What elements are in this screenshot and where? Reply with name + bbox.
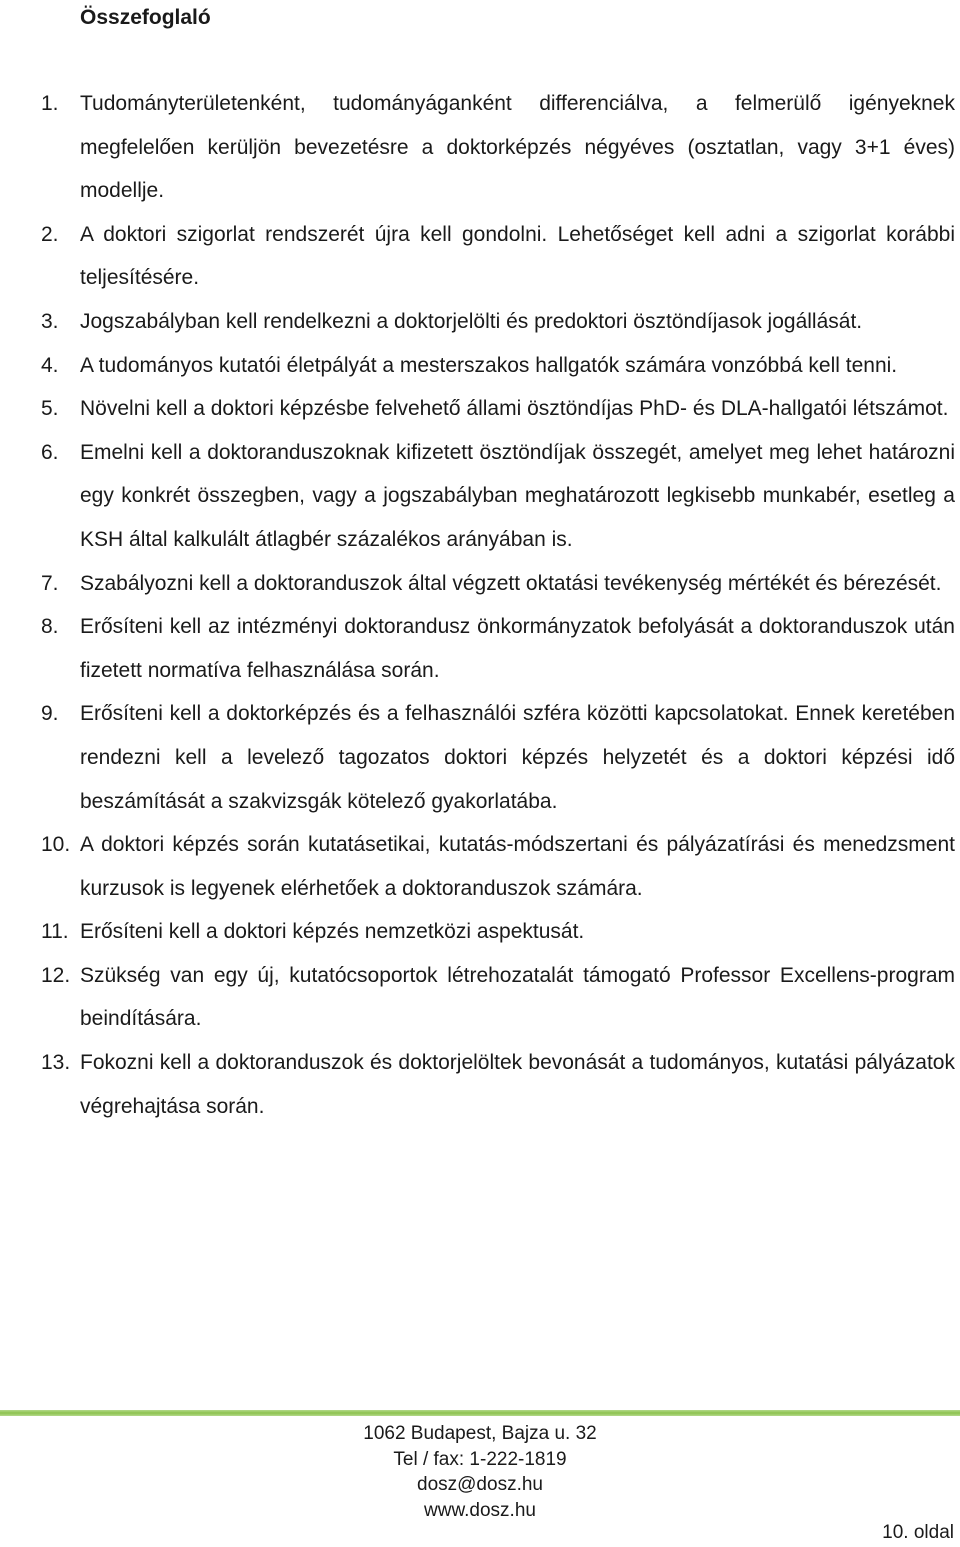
item-number: 10. [41,833,71,857]
item-text: Fokozni kell a doktoranduszok és doktorjelöltek bevonását a tudományos, kutatási pályázatok végrehajtása során. [80,1051,955,1118]
item-number: 13. [41,1051,71,1075]
page-number: 10. oldal [882,1522,954,1543]
item-text: Növelni kell a doktori képzésbe felvehető állami ösztöndíjas PhD- és DLA-hallgatói létszámot. [80,397,949,421]
item-number: 4. [41,353,59,377]
item-number: 8. [41,615,59,639]
item-text: Erősíteni kell a doktorképzés és a felhasználói szféra közötti kapcsolatokat. Ennek keretében rendezni kell a levelező tagozatos doktori képzés helyzetét és a doktori képzési idő beszámítását a szakvizsgák kötelező gyakorlatába. [80,702,955,813]
list-item-2 [0,213,955,300]
list-item-10 [0,823,955,910]
footer-phone: Tel / fax: 1-222-1819 [393,1448,567,1470]
item-number: 6. [41,440,59,464]
list-item-4 [0,344,955,388]
footer-website: www.dosz.hu [424,1499,536,1521]
list-item-7 [0,562,955,606]
list-item-13 [0,1041,955,1128]
item-text: A tudományos kutatói életpályát a mesterszakos hallgatók számára vonzóbbá kell tenni. [80,353,898,377]
list-item-5 [0,387,955,431]
list-item-6 [0,431,955,562]
item-text: Szabályozni kell a doktoranduszok által végzett oktatási tevékenység mértékét és bérezését. [80,571,942,595]
item-text: Szükség van egy új, kutatócsoportok létrehozatalát támogató Professor Excellens-program beindítására. [80,963,955,1031]
item-number: 9. [41,702,59,726]
item-number: 12. [41,963,71,987]
item-text: Erősíteni kell az intézményi doktorandusz önkormányzatok befolyását a doktoranduszok után fizetett normatíva felhasználása során. [80,615,955,682]
item-text: Tudományterületenként, tudományáganként differenciálva, a felmerülő igényeknek megfelelően kerüljön bevezetésre a doktorképzés négyéves (osztatlan, vagy 3+1 éves) modellje. [80,92,955,203]
list-item-8 [0,605,955,692]
page-title: Összefoglaló [80,6,211,29]
item-text: Erősíteni kell a doktori képzés nemzetközi aspektusát. [80,920,585,944]
item-text: A doktori képzés során kutatásetikai, kutatás-módszertani és pályázatírási és menedzsment kurzusok is legyenek elérhetőek a doktoranduszok számára. [80,833,955,900]
footer-address: 1062 Budapest, Bajza u. 32 [363,1423,597,1444]
footer-divider [0,1410,960,1416]
item-number: 7. [41,571,59,595]
summary-list [0,82,955,1128]
footer-email: dosz@dosz.hu [417,1474,543,1496]
list-item-12 [0,954,955,1041]
item-text: A doktori szigorlat rendszerét újra kell gondolni. Lehetőséget kell adni a szigorlat korábbi teljesítésére. [80,222,955,290]
footer-contact [0,1421,960,1523]
item-number: 5. [41,397,59,421]
list-item-3 [0,300,955,344]
item-number: 2. [41,222,59,246]
item-text: Jogszabályban kell rendelkezni a doktorjelölti és predoktori ösztöndíjasok jogállását. [80,309,863,333]
list-item-11 [0,910,955,954]
item-number: 3. [41,309,59,333]
item-text: Emelni kell a doktoranduszoknak kifizetett ösztöndíjak összegét, amelyet meg lehet határozni egy konkrét összegben, vagy a jogszabályban meghatározott legkisebb munkabér, esetleg a KSH által kalkulált átlagbér százalékos arányában is. [80,440,955,551]
list-item-1 [0,82,955,213]
list-item-9 [0,692,955,823]
item-number: 11. [41,920,69,944]
item-number: 1. [41,92,59,115]
